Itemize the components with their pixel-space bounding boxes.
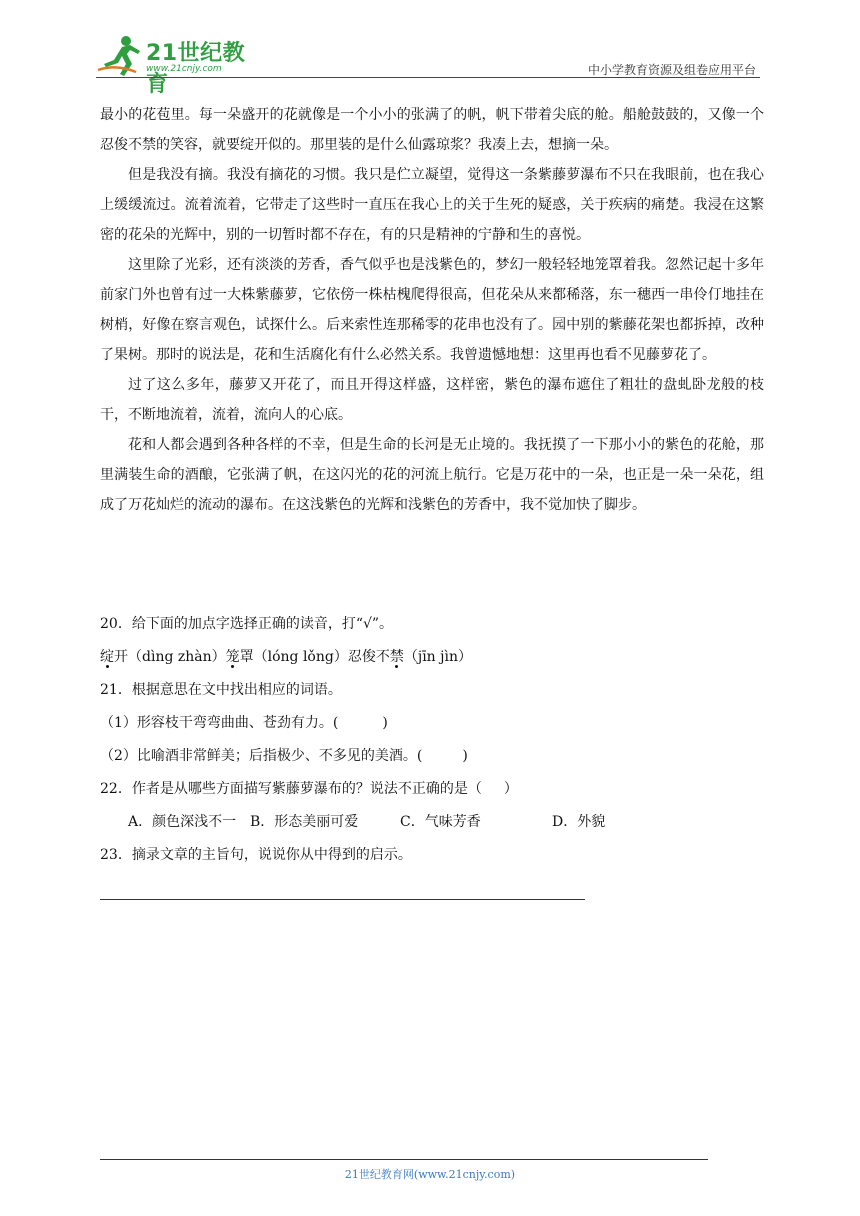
passage-paragraph: 过了这么多年，藤萝又开花了，而且开得这样盛，这样密，紫色的瀑布遮住了粗壮的盘虬卧龙般的枝干，不断地流着，流着，流向人的心底。 — [100, 377, 764, 423]
pinyin-option[interactable]: 罩（lóng lǒng） — [239, 649, 348, 665]
question-22-stem — [100, 773, 764, 806]
question-23-stem: 23．摘录文章的主旨句，说说你从中得到的启示。 — [100, 847, 412, 863]
word-prefix: 忍俊不 — [347, 649, 390, 665]
option-a[interactable]: A．颜色深浅不一 — [128, 814, 237, 830]
site-logo — [96, 34, 266, 97]
passage-paragraph: 花和人都会遇到各种各样的不幸，但是生命的长河是无止境的。我抚摸了一下那小小的紫色的花舱，那里满装生命的酒酿，它张满了帆，在这闪光的花的河流上航行。它是万花中的一朵，也正是一朵一朵花，组成了万花灿烂的流动的瀑布。在这浅紫色的光辉和浅紫色的芳香中，我不觉加快了脚步。 — [100, 437, 764, 513]
footer-divider — [100, 1159, 708, 1160]
answer-line[interactable] — [100, 899, 585, 900]
dotted-char: 禁 — [389, 649, 404, 665]
option-d[interactable]: D．外貌 — [552, 814, 606, 830]
question-22-options — [100, 806, 764, 839]
option-b[interactable]: B．形态美丽可爱 — [250, 814, 359, 830]
item-text: 22．作者是从哪些方面描写紫藤萝瀑布的？说法不正确的是（ — [100, 781, 482, 797]
header-divider — [96, 77, 760, 78]
passage-paragraph: 这里除了光彩，还有淡淡的芳香，香气似乎也是浅紫色的，梦幻一般轻轻地笼罩着我。忽然记起十多年前家门外也曾有过一大株紫藤萝，它依傍一株枯槐爬得很高，但花朵从来都稀落，东一穗西一串伶仃地挂在树梢，好像在察言观色，试探什么。后来索性连那稀零的花串也没有了。园中别的紫藤花架也都拆掉，改种了果树。那时的说法是，花和生活腐化有什么必然关系。我曾遗憾地想：这里再也看不见藤萝花了。 — [100, 257, 764, 363]
pinyin-option[interactable]: 开（dìng zhàn） — [114, 649, 226, 665]
item-text: （1）形容枝干弯弯曲曲、苍劲有力。( — [100, 715, 339, 731]
item-text: ) — [462, 748, 468, 764]
item-text: ) — [382, 715, 388, 731]
reading-passage — [100, 100, 764, 520]
logo-title: 21世纪教育 — [146, 41, 246, 97]
platform-name: 中小学教育资源及组卷应用平台 — [587, 63, 756, 77]
passage-paragraph: 最小的花苞里。每一朵盛开的花就像是一个小小的张满了的帆，帆下带着尖底的舱。船舱鼓鼓的，又像一个忍俊不禁的笑容，就要绽开似的。那里装的是什么仙露琼浆？我凑上去，想摘一朵。 — [100, 107, 764, 153]
question-21-item-1 — [100, 707, 764, 740]
dotted-char: 绽 — [100, 649, 114, 665]
question-21-stem: 21．根据意思在文中找出相应的词语。 — [100, 682, 342, 698]
option-c[interactable]: C．气味芳香 — [400, 814, 481, 830]
logo-url: www.21cnjy.com — [146, 64, 222, 74]
pinyin-option[interactable]: （jīn jìn） — [403, 649, 472, 665]
question-21-item-2 — [100, 740, 764, 773]
passage-paragraph: 但是我没有摘。我没有摘花的习惯。我只是伫立凝望，觉得这一条紫藤萝瀑布不只在我眼前，也在我心上缓缓流过。流着流着，它带走了这些时一直压在我心上的关于生死的疑惑，关于疾病的痛楚。我浸在这繁密的花朵的光辉中，别的一切暂时都不存在，有的只是精神的宁静和生的喜悦。 — [100, 167, 764, 243]
question-20-words — [100, 641, 764, 674]
dotted-char: 笼 — [225, 649, 240, 665]
question-section — [100, 608, 764, 872]
page-footer: 21世纪教育网(www.21cnjy.com) — [344, 1168, 516, 1181]
item-text: ） — [503, 781, 518, 797]
page-header — [0, 0, 860, 97]
item-text: （2）比喻酒非常鲜美；后指极少、不多见的美酒。( — [100, 748, 423, 764]
question-20-stem: 20．给下面的加点字选择正确的读音，打“√”。 — [100, 616, 394, 632]
runner-logo-icon — [96, 34, 146, 78]
